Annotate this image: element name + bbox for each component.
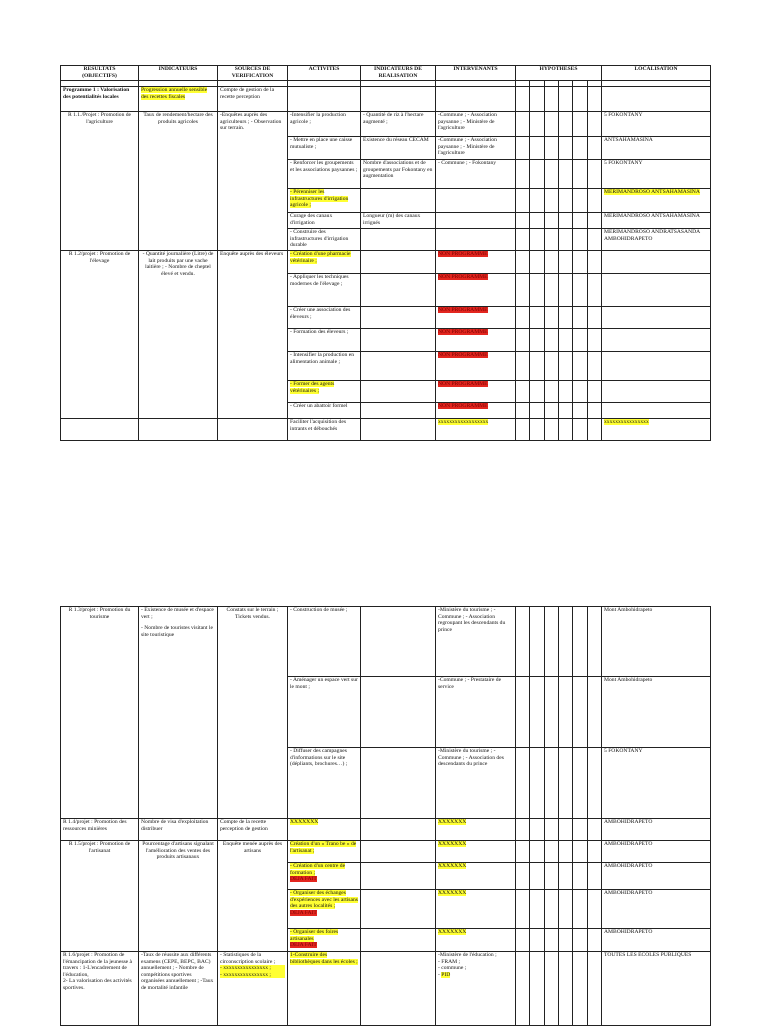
intervenants: XXXXXXX <box>436 929 516 952</box>
indicator-r14: Nombre de visa d'exploitation distribuer <box>139 819 218 841</box>
intervenants: XXXXXXX <box>436 841 516 863</box>
logframe-table-page-1 <box>60 65 711 441</box>
table-row <box>61 819 711 841</box>
programme-indicator: Progression annuelle sensible des recettes fiscales <box>139 87 218 112</box>
header-intervenants: INTERVENANTS <box>436 66 516 81</box>
localisation: 5 FOKONTANY <box>602 160 711 189</box>
activity: - Renforcer les groupements et les associations paysannes ; <box>288 160 361 189</box>
intervenants: -Ministère de l'éducation ; - FRAM ; - commune ; - PID <box>436 952 516 1026</box>
activity: - Organiser des échanges d'expériences avec les artisans des autres localités ; DEJA FAIT <box>288 890 361 929</box>
intervenants: -Ministère du tourisme ; - Commune ; - Association des descendants du prince <box>436 748 516 819</box>
header-activites: ACTIVITES <box>288 66 361 81</box>
activity: - Appliquer les techniques modernes de l'élevage ; <box>288 274 361 307</box>
localisation: AMBOHIDRAPETO <box>602 841 711 863</box>
localisation: Mont Ambohidrapeto <box>602 607 711 677</box>
result-r16: R 1.6/projet : Promotion de l'émancipation de la jeunesse à travers : 1-L'encadrement de l'éducation, 2- La valorisation des activités sportives. <box>61 952 139 1026</box>
localisation: AMBOHIDRAPETO <box>602 819 711 841</box>
result-r12: R 1.2/projet : Promotion de l'élevage <box>61 251 139 419</box>
activity: - Construction de musée ; <box>288 607 361 677</box>
activity: - Création d'un centre de formation ; DEJA FAIT <box>288 863 361 890</box>
source-r15: Enquête menée auprès des artisans <box>218 841 288 952</box>
result-r15: R 1.5/projet : Promotion de l'artisanat <box>61 841 139 952</box>
intervenants: -Commune ; - Association paysanne ; - Ministère de l'agriculture <box>436 137 516 160</box>
localisation: ANTSAHAMASINA <box>602 137 711 160</box>
localisation: MERIMANDROSO ANDRATSASANDA AMBOHIDRAPETO <box>602 229 711 251</box>
activity: -Intensifier la production agricole ; <box>288 112 361 137</box>
activity: Faciliter l'acquisition des intrants et débouchés <box>288 419 361 441</box>
intervenants: XXXXXXX <box>436 819 516 841</box>
indicator-r13: - Existence de musée et d'espace vert ; - Nombre de touristes visitant le site touristique <box>139 607 218 819</box>
activity-indicator: - Quantité de riz à l'hectare augmenté ; <box>361 112 436 137</box>
activity: - Organiser des foires artisanales DEJA FAIT <box>288 929 361 952</box>
header-indicateurs: INDICATEURS <box>139 66 218 81</box>
activity: - Créer une association des éleveurs ; <box>288 307 361 329</box>
status-badge: DEJA FAIT <box>290 876 317 883</box>
activity: - Formation des éleveurs ; <box>288 329 361 352</box>
status-badge: DEJA FAIT <box>290 909 317 916</box>
programme-source: Compte de gestion de la recette perception <box>218 87 288 112</box>
intervenants: -Ministère du tourisme ; - Commune ; - Association regroupant les descendants du prince <box>436 607 516 677</box>
activity: - Former des agents vétérinaires ; <box>288 381 361 403</box>
source-r16: - Statistiques de la circonscription scolaire ; - xxxxxxxxxxxxxxxx ; - xxxxxxxxxxxxxxxx ; <box>218 952 288 1026</box>
source-r11: -Enquêtes auprès des agriculteurs ; - Observation sur terrain. <box>218 112 288 251</box>
localisation: TOUTES LES ECOLES PUBLIQUES <box>602 952 711 1026</box>
table-row <box>61 251 711 274</box>
localisation: Mont Ambohidrapeto <box>602 677 711 748</box>
header-localisation: LOCALISATION <box>602 66 711 81</box>
status-badge: NON PROGRAMME <box>436 352 516 381</box>
header-hypotheses: HYPOTHESES <box>516 66 602 81</box>
status-badge: NON PROGRAMME <box>436 329 516 352</box>
localisation: MERIMANDROSO ANTSAHAMASINA <box>602 213 711 229</box>
localisation: AMBOHIDRAPETO <box>602 890 711 929</box>
localisation: AMBOHIDRAPETO <box>602 863 711 890</box>
table-row <box>61 607 711 677</box>
localisation: 5 FOKONTANY <box>602 112 711 137</box>
activity: - Pérenniser les infrastructures d'irrigation agricole ; <box>288 189 361 213</box>
logframe-table-page-2 <box>60 606 711 1026</box>
activity-indicator: Nombre d'associations et de groupements par Fokontany en augmentation <box>361 160 436 189</box>
intervenants: XXXXXXX <box>436 890 516 929</box>
status-badge: NON PROGRAMME <box>436 381 516 403</box>
localisation: xxxxxxxxxxxxxxxx <box>602 419 711 441</box>
indicator-r11: Taux de rendement/hectare des produits agricoles <box>139 112 218 251</box>
intervenants: XXXXXXX <box>436 863 516 890</box>
status-badge: NON PROGRAMME <box>436 403 516 419</box>
activity: Curage des canaux d'irrigation <box>288 213 361 229</box>
programme-title: Programme 1 : Valorisation des potentialités locales <box>61 87 139 112</box>
localisation: AMBOHIDRAPETO <box>602 929 711 952</box>
table-row <box>61 112 711 137</box>
result-r14: R 1.4/projet : Promotion des ressources minières <box>61 819 139 841</box>
localisation: MERIMANDROSO ANTSAHAMASINA <box>602 189 711 213</box>
table-row <box>61 841 711 863</box>
table-row <box>61 419 711 441</box>
indicator-r16: -Taux de réussite aux différents examens (CEPE, BEPC, BAC) annuellement ; - Nombre de compétitions sportives organisées annuellement ; -Taux de mortalité infantile <box>139 952 218 1026</box>
activity-indicator: Longueur (m) des canaux irrigués <box>361 213 436 229</box>
table-header-row <box>61 66 711 81</box>
table-row <box>61 952 711 1026</box>
source-r14: Compte de la recette perception de gestion <box>218 819 288 841</box>
source-r12: Enquête auprès des éleveurs <box>218 251 288 419</box>
header-indicateurs-realisation: INDICATEURS DE REALISATION <box>361 66 436 81</box>
indicator-r15: Pourcentage d'artisans signalant l'amélioration des ventes des produits artisanaux <box>139 841 218 952</box>
activity: - Diffuser des campagnes d'informations sur le site (dépliants, brochures…) ; <box>288 748 361 819</box>
activity: - Construire des infrastructures d'irrigation durable <box>288 229 361 251</box>
intervenants: -Commune ; - Association paysanne ; - Ministère de l'agriculture <box>436 112 516 137</box>
status-badge: NON PROGRAMME <box>436 307 516 329</box>
header-resultats: RESULTATS (OBJECTIFS) <box>61 66 139 81</box>
programme-row <box>61 87 711 112</box>
localisation: 5 FOKONTANY <box>602 748 711 819</box>
activity-indicator: Existence du réseau CECAM <box>361 137 436 160</box>
activity: - Intensifier la production en alimentation animale ; <box>288 352 361 381</box>
status-badge: DEJA FAIT <box>290 942 317 949</box>
activity: Création d'un « Trano be » de l'artisanat ; <box>288 841 361 863</box>
status-badge: NON PROGRAMME <box>436 274 516 307</box>
activity: - Mettre en place une caisse mutualiste ; <box>288 137 361 160</box>
indicator-r12: - Quantité journalière (Litre) de lait produits par une vache laitière ; - Nombre de cheptel élevé et vendu. <box>139 251 218 419</box>
status-badge: NON PROGRAMME <box>436 251 516 274</box>
activity: - Création d'une pharmacie vétérinaire ; <box>288 251 361 274</box>
result-r11: R 1.1./Projet : Promotion de l'agriculture <box>61 112 139 251</box>
source-r13: Constats sur le terrain ; Tickets vendus. <box>218 607 288 819</box>
activity: 1-Construire des bibliothèques dans les écoles ; <box>288 952 361 1026</box>
activity: XXXXXXX <box>288 819 361 841</box>
intervenants: - Commune ; - Fokontany <box>436 160 516 189</box>
result-r13: R 1.3/projet : Promotion du tourisme <box>61 607 139 819</box>
activity: - Créer un abattoir formel <box>288 403 361 419</box>
activity: - Aménager un espace vert sur le mont ; <box>288 677 361 748</box>
intervenants: -Commune ; - Prestataire de service <box>436 677 516 748</box>
intervenants: xxxxxxxxxxxxxxxxxx <box>436 419 516 441</box>
header-sources: SOURCES DE VERIFICATION <box>218 66 288 81</box>
